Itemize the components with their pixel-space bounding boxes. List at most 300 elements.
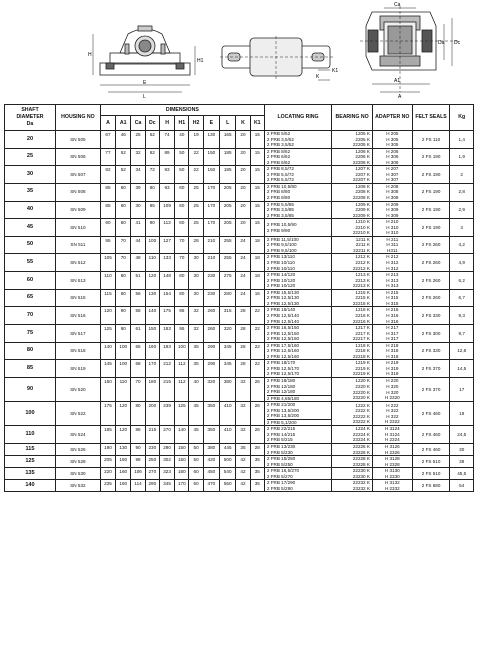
locating-ring-cell-line: 2 FRB 12,5/130 bbox=[266, 300, 300, 306]
label-A1: A1 bbox=[394, 78, 401, 84]
dimension-cell: 20 bbox=[236, 219, 250, 237]
housing-no-cell: SN 519 bbox=[55, 360, 100, 378]
dimension-cell: 410 bbox=[220, 426, 236, 444]
kg-cell: 45,5 bbox=[450, 468, 474, 480]
kg-cell: 12,8 bbox=[450, 342, 474, 360]
dimension-cell: 90 bbox=[100, 219, 115, 237]
dimension-cell: 80 bbox=[131, 402, 145, 426]
dimension-cell: 470 bbox=[203, 480, 219, 492]
dimension-cell: 18 bbox=[250, 236, 264, 254]
locating-ring-cell-line: 2 FRB 3,5/52 bbox=[266, 142, 294, 148]
shaft-diameter-cell: 50 bbox=[5, 236, 56, 254]
bearing-no-cell-line: 2211 K bbox=[355, 242, 370, 248]
adapter-no-cell-line: H 316 bbox=[386, 318, 399, 324]
shaft-header-line3: Da bbox=[26, 121, 34, 127]
dimension-cell: 130 bbox=[203, 131, 219, 149]
housing-no-header: HOUSING NO bbox=[55, 105, 100, 131]
label-K: K bbox=[316, 74, 320, 80]
label-Ca: Ca bbox=[394, 2, 401, 8]
table-row bbox=[5, 148, 474, 166]
bearing-no-cell-line: 22218 K bbox=[352, 353, 370, 359]
dimension-cell: 345 bbox=[220, 342, 236, 360]
dimension-cell: 140 bbox=[175, 426, 189, 444]
dimension-cell: 56 bbox=[131, 289, 145, 307]
dimension-cell: 70 bbox=[116, 254, 131, 272]
dimension-cell: 50 bbox=[189, 443, 203, 455]
dimension-cell: 290 bbox=[145, 480, 159, 492]
dimension-cell: 28 bbox=[236, 325, 250, 343]
housing-no-cell: SN 530 bbox=[55, 468, 100, 480]
dimension-cell: 320 bbox=[203, 377, 219, 401]
dimension-cell: 170 bbox=[203, 201, 219, 219]
adapter-no-cell bbox=[372, 307, 412, 325]
dimension-cell: 220 bbox=[100, 468, 115, 480]
dimension-cell: 42 bbox=[236, 456, 250, 468]
dimension-cell: 323 bbox=[159, 468, 174, 480]
dimension-cell: 160 bbox=[116, 480, 131, 492]
dimension-cell: 58 bbox=[131, 307, 145, 325]
bearing-no-cell-line: 22215 K bbox=[352, 300, 370, 306]
dimension-cell: 105 bbox=[100, 254, 115, 272]
adapter-no-cell bbox=[372, 377, 412, 401]
dimension-cell: 22 bbox=[189, 166, 203, 184]
locating-ring-cell bbox=[264, 219, 331, 237]
dimension-cell: 60 bbox=[175, 201, 189, 219]
locating-ring-cell-line: 2 FRB 10,5/90 bbox=[266, 221, 297, 227]
adapter-no-header: ADAPTER NO bbox=[372, 105, 412, 131]
felt-seals-cell: 2 FS 370 bbox=[412, 360, 450, 378]
dimension-cell: 90 bbox=[145, 219, 159, 237]
shaft-diameter-cell: 115 bbox=[5, 443, 56, 455]
locating-ring-cell-line: 2 FRB 5,5/72 bbox=[266, 171, 294, 177]
dimension-cell: 150 bbox=[203, 166, 219, 184]
adapter-no-cell bbox=[372, 219, 412, 237]
locating-ring-cell-line: 2 FRB 22/215 bbox=[266, 426, 296, 432]
dimension-cell: 345 bbox=[159, 480, 174, 492]
dimension-cell: 290 bbox=[203, 360, 219, 378]
dimension-cell: 110 bbox=[145, 254, 159, 272]
table-row bbox=[5, 236, 474, 254]
bearing-no-cell bbox=[332, 360, 373, 378]
dimension-cell: 185 bbox=[100, 426, 115, 444]
dimension-cell: 100 bbox=[116, 342, 131, 360]
dimension-cell: 67 bbox=[100, 131, 115, 149]
felt-seals-cell: 2 FS 190 bbox=[412, 148, 450, 166]
dimension-cell: 35 bbox=[250, 456, 264, 468]
locating-ring-cell-line: 2 FRB 18/170 bbox=[266, 360, 296, 366]
felt-seals-cell: 2 FS 110 bbox=[412, 131, 450, 149]
locating-ring-cell-line: 2 FRB 17/290 bbox=[266, 480, 296, 486]
dimension-cell: 40 bbox=[189, 377, 203, 401]
bearing-no-cell-line: 23224 K bbox=[352, 437, 370, 443]
dimension-cell: 290 bbox=[203, 342, 219, 360]
dimension-cell: 32 bbox=[189, 307, 203, 325]
dimension-cell: 175 bbox=[159, 307, 174, 325]
felt-seals-cell: 2 FS 460 bbox=[412, 443, 450, 455]
dimension-cell: 24 bbox=[236, 254, 250, 272]
dimension-cell: 185 bbox=[220, 166, 236, 184]
dimension-cell: 52 bbox=[116, 166, 131, 184]
dimension-cell: 239 bbox=[159, 402, 174, 426]
locating-ring-cell-line: 2 FRB 12,5/130 bbox=[266, 295, 300, 301]
adapter-no-cell-line: H 209 bbox=[386, 201, 399, 207]
dimension-cell: 15 bbox=[250, 166, 264, 184]
table-row bbox=[5, 360, 474, 378]
adapter-no-cell-line: H 320 bbox=[386, 384, 399, 390]
dimension-cell: 109 bbox=[159, 201, 174, 219]
adapter-no-cell bbox=[372, 468, 412, 480]
bearing-no-cell bbox=[332, 219, 373, 237]
locating-ring-cell-line: 2 FRB 10/120 bbox=[266, 283, 296, 289]
locating-ring-cell-line: 2 FRB 12,5/150 bbox=[266, 330, 300, 336]
felt-seals-cell: 2 FS 330 bbox=[412, 307, 450, 325]
locating-ring-cell-line: 2 FRB 15,5/130 bbox=[266, 289, 300, 295]
locating-ring-cell-line: 2 FRB 5/250 bbox=[266, 461, 293, 467]
dimension-cell: 140 bbox=[145, 307, 159, 325]
dimension-cell: 28 bbox=[236, 307, 250, 325]
bearing-no-cell-line: 1210 K bbox=[355, 219, 370, 225]
bearing-no-cell-line: 22208 K bbox=[352, 195, 370, 201]
locating-ring-cell bbox=[264, 166, 331, 184]
locating-ring-cell bbox=[264, 131, 331, 149]
locating-ring-cell-line: 2 FRB 9/90 bbox=[266, 227, 291, 233]
dimension-cell: 30 bbox=[131, 201, 145, 219]
locating-ring-cell-line: 2 FRB 8/62 bbox=[266, 148, 291, 154]
locating-ring-cell-line: 2 FRB 12/180 bbox=[267, 389, 331, 396]
bearing-no-cell-line: 1205 K bbox=[355, 131, 370, 136]
dimension-cell: 61 bbox=[131, 325, 145, 343]
locating-ring-cell bbox=[264, 342, 331, 360]
bearing-no-cell-line: 22211 K bbox=[353, 247, 370, 253]
locating-ring-cell-line: 2 FRB 5/230 bbox=[266, 449, 293, 455]
adapter-no-cell bbox=[372, 272, 412, 290]
adapter-no-cell bbox=[372, 289, 412, 307]
dimension-cell: 160 bbox=[116, 468, 131, 480]
adapter-no-cell-line: H 2324 bbox=[384, 437, 400, 443]
kg-cell: 24,5 bbox=[450, 426, 474, 444]
kg-cell: 54 bbox=[450, 480, 474, 492]
bearing-no-cell bbox=[332, 236, 373, 254]
label-L: L bbox=[143, 94, 146, 100]
table-row bbox=[5, 325, 474, 343]
dimension-cell: 32 bbox=[236, 426, 250, 444]
dimension-cell: 275 bbox=[220, 272, 236, 290]
locating-ring-cell bbox=[264, 183, 331, 201]
dimension-cell: 82 bbox=[100, 166, 115, 184]
dimension-cell: 34 bbox=[131, 166, 145, 184]
bearing-no-cell-line: 1215 K bbox=[355, 289, 370, 295]
bearing-no-cell-line: 22209 K bbox=[352, 212, 370, 218]
dimension-cell: 45 bbox=[189, 402, 203, 426]
dimension-cell: 315 bbox=[220, 307, 236, 325]
felt-seals-cell: 2 FS 190 bbox=[412, 166, 450, 184]
dimension-cell: 25 bbox=[131, 131, 145, 149]
adapter-no-cell-line: H 205 bbox=[386, 131, 399, 136]
dimension-cell: 290 bbox=[159, 443, 174, 455]
dimension-cell: 30 bbox=[189, 272, 203, 290]
dimension-cell: 24 bbox=[236, 289, 250, 307]
dimension-cell: 210 bbox=[203, 236, 219, 254]
adapter-no-cell-line: H 313 bbox=[386, 283, 399, 289]
dimensions-header: DIMENSIONS bbox=[100, 105, 264, 116]
dimension-cell: 175 bbox=[100, 402, 115, 426]
dimension-cell: 120 bbox=[116, 402, 131, 426]
dimension-cell: 20 bbox=[236, 201, 250, 219]
table-row bbox=[5, 183, 474, 201]
dimension-cell: 65 bbox=[131, 342, 145, 360]
dimension-cell: 72 bbox=[145, 166, 159, 184]
dimension-cell: 193 bbox=[159, 342, 174, 360]
table-row bbox=[5, 480, 474, 492]
locating-ring-cell bbox=[264, 272, 331, 290]
dimension-cell: 52 bbox=[145, 131, 159, 149]
dimension-cell: 85 bbox=[100, 183, 115, 201]
locating-ring-cell bbox=[264, 148, 331, 166]
housing-no-cell: SN 515 bbox=[55, 289, 100, 307]
bearing-no-cell-line: 2217 K bbox=[355, 330, 370, 336]
dimension-cell: 32 bbox=[131, 148, 145, 166]
bearing-no-cell-line: 22232 K bbox=[352, 480, 370, 486]
adapter-no-cell-line: H 322 bbox=[386, 408, 399, 414]
dimension-cell: 154 bbox=[159, 289, 174, 307]
bearing-no-cell-line: 2205 K bbox=[355, 136, 370, 142]
dimension-cell: 44 bbox=[131, 236, 145, 254]
adapter-no-cell-line: H 319 bbox=[386, 365, 399, 371]
locating-ring-cell bbox=[264, 456, 331, 468]
shaft-diameter-cell: 20 bbox=[5, 131, 56, 149]
bearing-no-cell-line: 22226 K bbox=[352, 443, 370, 449]
table-row bbox=[5, 166, 474, 184]
bearing-no-cell-line: 22213 K bbox=[352, 283, 370, 289]
housing-no-cell: SN 512 bbox=[55, 254, 100, 272]
bearing-no-cell-line: 2219 K bbox=[355, 365, 370, 371]
adapter-no-cell-line: H 307 bbox=[386, 177, 399, 183]
locating-ring-cell-line: 2 FRB 13/230 bbox=[266, 443, 296, 449]
table-row bbox=[5, 402, 474, 426]
table-row bbox=[5, 219, 474, 237]
dimension-cell: 205 bbox=[220, 201, 236, 219]
dim-col-header: A1 bbox=[116, 116, 131, 131]
dimension-cell: 205 bbox=[220, 183, 236, 201]
kg-cell: 30 bbox=[450, 443, 474, 455]
felt-seals-cell: 2 FS 190 bbox=[412, 201, 450, 219]
adapter-no-cell-line: H 3132 bbox=[384, 480, 400, 486]
kg-cell: 9,7 bbox=[450, 325, 474, 343]
dimension-cell: 380 bbox=[220, 377, 236, 401]
dimension-cell: 180 bbox=[145, 377, 159, 401]
felt-seals-cell: 2 FS 260 bbox=[412, 254, 450, 272]
bearing-no-cell bbox=[332, 443, 373, 455]
bearing-no-cell-line: 23232 K bbox=[352, 485, 370, 491]
adapter-no-cell-line: H 319 bbox=[386, 371, 399, 377]
dimension-cell: 150 bbox=[145, 325, 159, 343]
adapter-no-cell-line: H 317 bbox=[386, 336, 399, 342]
bearing-no-cell bbox=[332, 183, 373, 201]
dimension-cell: 22 bbox=[250, 342, 264, 360]
dimension-cell: 18 bbox=[250, 272, 264, 290]
dimension-cell: 46 bbox=[116, 131, 131, 149]
locating-ring-cell bbox=[264, 443, 331, 455]
adapter-no-cell-line: H 320 bbox=[386, 389, 399, 395]
table-row bbox=[5, 426, 474, 444]
dimension-cell: 48 bbox=[131, 254, 145, 272]
kg-cell: 19 bbox=[450, 402, 474, 426]
dimension-cell: 52 bbox=[116, 148, 131, 166]
locating-ring-cell-line: 2 FRB 12,5/170 bbox=[266, 371, 300, 377]
adapter-no-cell-line: H311 bbox=[387, 247, 398, 253]
felt-seals-cell: 2 FS 190 bbox=[412, 183, 450, 201]
adapter-no-cell-line: H 312 bbox=[386, 260, 399, 266]
adapter-no-cell-line: H 207 bbox=[386, 166, 399, 172]
dimension-cell: 100 bbox=[145, 236, 159, 254]
dimension-cell: 170 bbox=[203, 183, 219, 201]
dimension-cell: 255 bbox=[220, 254, 236, 272]
dimension-cell: 68 bbox=[131, 360, 145, 378]
dimension-cell: 420 bbox=[203, 456, 219, 468]
dimension-cell: 15 bbox=[250, 201, 264, 219]
dimension-cell: 28 bbox=[236, 342, 250, 360]
adapter-no-cell-line: H 3126 bbox=[384, 443, 400, 449]
dimension-cell: 15 bbox=[250, 131, 264, 149]
dimension-cell: 95 bbox=[175, 325, 189, 343]
locating-ring-cell bbox=[264, 236, 331, 254]
dimension-cell: 345 bbox=[220, 360, 236, 378]
bearing-no-cell-line: 2216 K bbox=[355, 312, 370, 318]
adapter-no-cell-line: H 305 bbox=[386, 142, 399, 148]
adapter-no-cell bbox=[372, 480, 412, 492]
adapter-no-cell-line: H 215 bbox=[386, 289, 399, 295]
dimension-cell: 230 bbox=[203, 272, 219, 290]
felt-seals-cell: 2 FS 260 bbox=[412, 289, 450, 307]
bearing-no-cell-line: 22206 K bbox=[352, 159, 370, 165]
bearing-no-cell bbox=[332, 166, 373, 184]
dimension-cell: 113 bbox=[159, 219, 174, 237]
housing-no-cell: SN 520 bbox=[55, 377, 100, 401]
locating-ring-cell-line: 2 FRB 13,5/200 bbox=[267, 413, 331, 420]
locating-ring-header: LOCATING RING bbox=[264, 105, 331, 131]
dimension-cell: 22 bbox=[250, 360, 264, 378]
adapter-no-cell-line: H 313 bbox=[386, 277, 399, 283]
dimension-cell: 20 bbox=[236, 166, 250, 184]
locating-ring-cell-line: 2 FRB 13,5/200 bbox=[266, 407, 300, 413]
dimension-cell: 50 bbox=[175, 148, 189, 166]
locating-ring-cell-line: 2 FRB 10,5/80 bbox=[266, 183, 297, 189]
dimension-cell: 60 bbox=[116, 219, 131, 237]
bearing-no-cell-line: 23222 K bbox=[352, 419, 370, 425]
locating-ring-cell bbox=[264, 480, 331, 492]
adapter-no-cell bbox=[372, 254, 412, 272]
shaft-diameter-header bbox=[5, 105, 56, 131]
dimension-cell: 24 bbox=[236, 272, 250, 290]
dimension-cell: 150 bbox=[203, 148, 219, 166]
adapter-no-cell-line: H 218 bbox=[386, 342, 399, 348]
dimension-cell: 20 bbox=[236, 183, 250, 201]
bearing-no-cell-line: 2210 K bbox=[355, 224, 370, 230]
shaft-diameter-cell: 135 bbox=[5, 468, 56, 480]
bearing-no-cell-line: 1222 K bbox=[355, 402, 370, 408]
label-Da: Da bbox=[438, 40, 445, 46]
dimension-cell: 60 bbox=[175, 183, 189, 201]
felt-seals-cell: 2 FS 460 bbox=[412, 426, 450, 444]
kg-cell: 38 bbox=[450, 456, 474, 468]
bearing-no-cell-line: 2207 K bbox=[355, 171, 370, 177]
dim-col-header: A bbox=[100, 116, 115, 131]
locating-ring-cell-line: 2 FRB 12,5/140 bbox=[266, 318, 300, 324]
dim-col-header: Dc bbox=[145, 116, 159, 131]
kg-cell: 9,3 bbox=[450, 307, 474, 325]
dimension-cell: 230 bbox=[203, 289, 219, 307]
dimension-cell: 30 bbox=[189, 289, 203, 307]
locating-ring-cell-line: 2 FRB 5,5/85 bbox=[266, 201, 294, 207]
dimension-cell: 18 bbox=[250, 254, 264, 272]
bearing-no-cell-line: 22228 K bbox=[352, 456, 370, 462]
dimension-cell: 445 bbox=[220, 443, 236, 455]
dimension-cell: 62 bbox=[145, 148, 159, 166]
dimension-cell: 450 bbox=[203, 468, 219, 480]
kg-cell: 1,4 bbox=[450, 131, 474, 149]
dimension-cell: 22 bbox=[250, 325, 264, 343]
adapter-no-cell-line: H 308 bbox=[386, 189, 399, 195]
felt-seals-cell: 2 FS 260 bbox=[412, 272, 450, 290]
dimension-cell: 540 bbox=[220, 468, 236, 480]
adapter-no-cell-line: H 318 bbox=[386, 348, 399, 354]
dimension-cell: 112 bbox=[175, 360, 189, 378]
dimension-cell: 130 bbox=[145, 289, 159, 307]
adapter-no-cell-line: H 3130 bbox=[384, 468, 400, 474]
locating-ring-cell bbox=[264, 402, 331, 426]
bearing-no-cell-line: 2208 K bbox=[355, 189, 370, 195]
adapter-no-cell-line: H 211 bbox=[386, 236, 399, 242]
adapter-no-cell-line: H 307 bbox=[386, 171, 399, 177]
dimension-cell: 255 bbox=[220, 236, 236, 254]
bearing-no-cell-line: 2212 K bbox=[355, 260, 370, 266]
dimension-cell: 90 bbox=[116, 307, 131, 325]
dimension-cell: 550 bbox=[220, 480, 236, 492]
dimension-cell: 30 bbox=[189, 254, 203, 272]
bearing-no-cell-line: 22222 K bbox=[352, 413, 370, 419]
table-row bbox=[5, 456, 474, 468]
kg-cell: 6,2 bbox=[450, 272, 474, 290]
shaft-diameter-cell: 55 bbox=[5, 254, 56, 272]
label-K1: K1 bbox=[332, 68, 339, 74]
dimension-cell: 86 bbox=[131, 426, 145, 444]
locating-ring-cell-line: 2 FRB 16/140 bbox=[266, 307, 296, 313]
housing-drawings bbox=[0, 0, 478, 100]
dimension-cell: 15 bbox=[250, 219, 264, 237]
locating-ring-cell-line: 2 FRB 16,5/270 bbox=[266, 468, 300, 474]
shaft-diameter-cell: 25 bbox=[5, 148, 56, 166]
dimension-cell: 100 bbox=[116, 360, 131, 378]
dimension-cell: 80 bbox=[175, 272, 189, 290]
kg-cell: 3 bbox=[450, 219, 474, 237]
locating-ring-cell-line: 2 FRB 4,85/180 bbox=[266, 395, 300, 401]
bearing-no-cell-line: 1207 K bbox=[355, 166, 370, 172]
bearing-no-cell bbox=[332, 131, 373, 149]
adapter-no-cell bbox=[372, 325, 412, 343]
locating-ring-cell-line: 2 FRB 6/62 bbox=[266, 159, 291, 165]
shaft-diameter-cell: 75 bbox=[5, 325, 56, 343]
dimension-cell: 15 bbox=[250, 183, 264, 201]
dimension-cell: 160 bbox=[175, 468, 189, 480]
bearing-no-cell-line: 1216 K bbox=[355, 307, 370, 313]
label-A: A bbox=[398, 94, 402, 100]
bearing-no-cell-line: 23220 K bbox=[352, 395, 370, 401]
bearing-no-cell bbox=[332, 342, 373, 360]
locating-ring-cell bbox=[264, 325, 331, 343]
locating-ring-cell-line: 2 FRB 5,1/200 bbox=[266, 419, 297, 425]
bearing-no-cell-line: 23228 K bbox=[352, 461, 370, 467]
bearing-no-cell-line: 2218 K bbox=[355, 348, 370, 354]
